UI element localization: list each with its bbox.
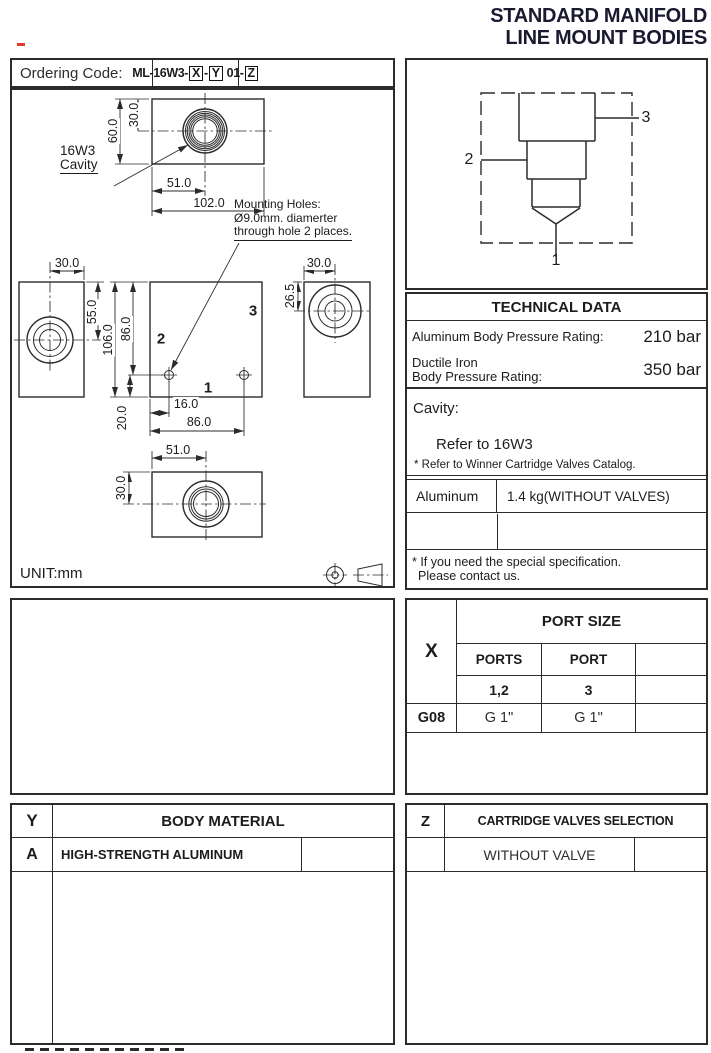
port-size-table — [405, 598, 708, 795]
cavity-value: Refer to 16W3 — [436, 436, 533, 453]
port-3-value: G 1" — [542, 704, 636, 733]
port-3-header: PORT — [542, 644, 636, 676]
divider-rule — [407, 387, 706, 389]
cavity-label: Cavity: — [413, 400, 459, 417]
ductile-label-line2: Body Pressure Rating: — [412, 368, 543, 384]
cartridge-valves-table — [405, 803, 708, 1045]
dim-front-hole-x2: 86.0 — [186, 415, 212, 429]
mounting-note-line2: Ø9.0mm. diamerter — [234, 210, 338, 225]
pressure-rating-value: 210 bar — [643, 326, 701, 346]
schematic-panel — [405, 58, 708, 290]
dim-top-height: 60.0 — [106, 118, 120, 144]
weight-material-cell: Aluminum — [407, 480, 497, 512]
dim-bottom-center-y: 30.0 — [114, 475, 128, 501]
cartridge-empty-area — [407, 872, 706, 1043]
code-prefix: ML-16W3- — [132, 66, 189, 80]
dim-top-center-x: 51.0 — [166, 176, 192, 190]
ordering-empty-cell — [239, 60, 393, 86]
cavity-callout — [60, 144, 98, 172]
unit-label: UNIT:mm — [20, 565, 83, 582]
weight-value-cell: 1.4 kg(WITHOUT VALVES) — [507, 488, 670, 504]
dim-right-depth: 26.5 — [283, 283, 297, 309]
dim-left-depth: 55.0 — [85, 299, 99, 325]
code-mid: 01- — [226, 66, 244, 80]
body-material-table — [10, 803, 395, 1045]
dim-front-bottom: 20.0 — [115, 405, 129, 431]
port-3-sub: 3 — [542, 676, 636, 704]
cavity-callout-line1: 16W3 — [60, 143, 96, 158]
front-port-3-label: 3 — [248, 302, 258, 320]
port-size-empty-area — [407, 733, 706, 793]
weight-table — [407, 479, 706, 550]
header-empty-cell — [636, 644, 706, 676]
dim-left-center: 30.0 — [54, 256, 80, 270]
cartridge-code-empty — [407, 838, 445, 872]
title-line2: LINE MOUNT BODIES — [505, 27, 707, 49]
drawing-panel — [10, 88, 395, 588]
port-size-title: PORT SIZE — [457, 600, 706, 644]
front-port-2-label: 2 — [156, 330, 166, 348]
special-spec-note — [412, 556, 621, 583]
mounting-note-line3: through hole 2 places. — [234, 224, 353, 238]
ordering-code-box — [10, 58, 395, 88]
port-code-g08: G08 — [407, 704, 457, 733]
body-material-header: BODY MATERIAL — [53, 805, 393, 838]
mounting-holes-note — [234, 198, 352, 241]
dim-front-height: 106.0 — [101, 324, 115, 356]
pressure-rating-label — [407, 356, 542, 383]
ports-12-header: PORTS — [457, 644, 542, 676]
title-line1: STANDARD MANIFOLD — [490, 5, 707, 27]
cartridge-key: Z — [407, 805, 445, 838]
code-sep: - — [203, 66, 208, 80]
code-z-box: Z — [245, 66, 258, 81]
pressure-rating-label: Aluminum Body Pressure Rating: — [412, 328, 604, 344]
pressure-rating-row-aluminum — [407, 321, 706, 352]
weight-col-divider — [497, 514, 498, 549]
red-mark — [17, 43, 25, 46]
body-material-empty-cell — [302, 838, 393, 872]
code-y-box: Y — [209, 66, 223, 81]
sub-empty-cell — [636, 676, 706, 704]
dim-front-hole-x1: 16.0 — [173, 397, 199, 411]
footer-cropped-text — [25, 1048, 185, 1051]
front-port-1-label: 1 — [203, 379, 213, 397]
port-size-x-header: X — [407, 600, 457, 704]
cartridge-header: CARTRIDGE VALVES SELECTION — [445, 805, 706, 838]
body-material-code: A — [12, 838, 53, 872]
technical-data-panel — [405, 292, 708, 590]
weight-row — [407, 480, 706, 513]
ordering-code-label: Ordering Code: — [12, 60, 153, 86]
cartridge-empty-cell — [635, 838, 706, 872]
ductile-label-line1: Ductile Iron — [412, 355, 478, 370]
cavity-note: * Refer to Winner Cartridge Valves Catalog. — [414, 459, 636, 471]
code-x-box: X — [189, 66, 203, 81]
cartridge-value: WITHOUT VALVE — [445, 838, 635, 872]
schematic-port-3-label: 3 — [641, 109, 651, 126]
pressure-rating-row-ductile — [407, 352, 706, 387]
dim-bottom-center-x: 51.0 — [165, 443, 191, 457]
body-material-value: HIGH-STRENGTH ALUMINUM — [53, 838, 302, 872]
pressure-rating-value: 350 bar — [643, 359, 701, 379]
schematic-port-1-label: 1 — [551, 252, 561, 269]
special-spec-note-line1: * If you need the special specification. — [412, 555, 622, 569]
empty-panel — [10, 598, 395, 795]
schematic-port-2-label: 2 — [464, 151, 474, 168]
mounting-note-line1: Mounting Holes: — [234, 197, 321, 211]
technical-data-header: TECHNICAL DATA — [407, 294, 706, 321]
ports-12-sub: 1,2 — [457, 676, 542, 704]
special-spec-note-line2: Please contact us. — [418, 568, 521, 583]
body-material-key-col — [12, 872, 53, 1043]
ordering-code-value — [132, 60, 255, 86]
page-title — [490, 5, 707, 49]
ports-12-value: G 1" — [457, 704, 542, 733]
row-empty-cell — [636, 704, 706, 733]
weight-table-topline — [407, 475, 706, 476]
body-material-empty-area — [53, 872, 393, 1043]
dim-top-center-y: 30.0 — [127, 102, 141, 128]
dim-right-center: 30.0 — [306, 256, 332, 270]
cavity-callout-line2: Cavity — [60, 157, 98, 172]
weight-empty-row — [407, 514, 706, 549]
dim-front-hole-y: 86.0 — [119, 316, 133, 342]
body-material-key: Y — [12, 805, 53, 838]
dim-top-width: 102.0 — [193, 196, 225, 210]
